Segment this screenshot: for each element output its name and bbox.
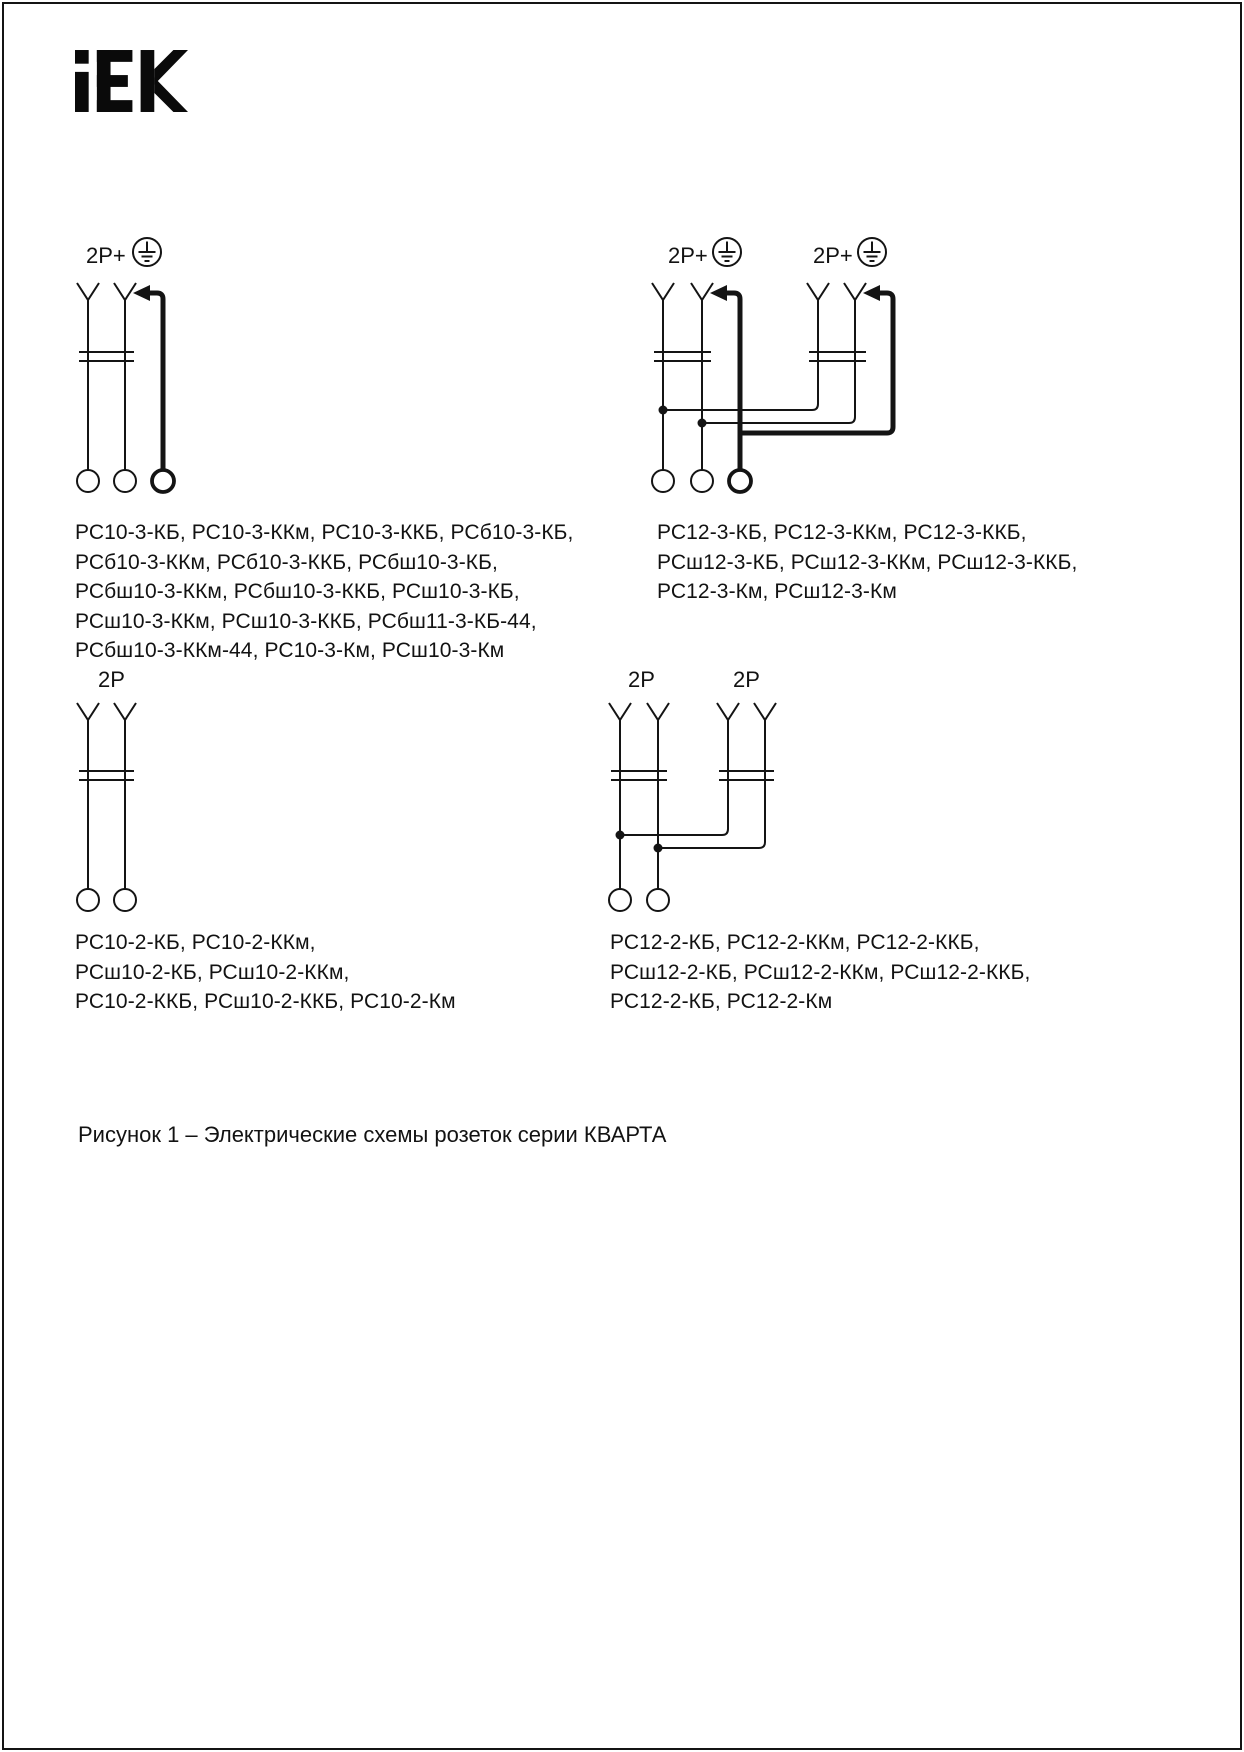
model-line: РСш12-2-КБ, РСш12-2-ККм, РСш12-2-ККБ, bbox=[610, 960, 1031, 984]
model-line: РСбш10-3-ККм-44, РС10-3-Км, РСш10-3-Км bbox=[75, 639, 505, 662]
terminal-circle bbox=[77, 889, 99, 911]
terminal-circle bbox=[609, 889, 631, 911]
model-list-double-grounded bbox=[657, 518, 1077, 607]
ground-icon bbox=[858, 238, 886, 266]
model-list-single-grounded bbox=[75, 518, 574, 666]
terminal-circle bbox=[77, 470, 99, 492]
fork-contact bbox=[807, 283, 829, 300]
terminal-circle bbox=[652, 470, 674, 492]
terminal-label: 2P bbox=[628, 667, 655, 692]
diagram-single-grounded bbox=[77, 238, 174, 492]
model-list-double bbox=[610, 928, 1030, 1017]
model-line: РСш10-2-КБ, РСш10-2-ККм, bbox=[75, 960, 350, 984]
fork-contact bbox=[717, 703, 739, 720]
terminal-circle bbox=[647, 889, 669, 911]
model-line: РС10-2-КБ, РС10-2-ККм, bbox=[75, 931, 316, 954]
pe-arrow-icon bbox=[133, 285, 150, 301]
fork-contact bbox=[114, 283, 136, 300]
terminal-circle bbox=[114, 889, 136, 911]
fork-contact bbox=[691, 283, 713, 300]
fork-contact bbox=[652, 283, 674, 300]
diagram-double bbox=[609, 667, 776, 911]
pe-arrow-icon bbox=[710, 285, 727, 301]
fork-contact bbox=[609, 703, 631, 720]
jumper-line bbox=[620, 720, 728, 835]
pe-arrow-icon bbox=[863, 285, 880, 301]
fork-contact bbox=[77, 703, 99, 720]
model-list-single bbox=[75, 928, 456, 1017]
junction-dot bbox=[659, 406, 668, 415]
junction-dot bbox=[616, 831, 625, 840]
fork-contact bbox=[754, 703, 776, 720]
model-line: РС12-2-КБ, РС12-2-Км bbox=[610, 990, 833, 1013]
model-line: РСбш10-3-ККм, РСбш10-3-ККБ, РСш10-3-КБ, bbox=[75, 580, 520, 603]
junction-dot bbox=[698, 419, 707, 428]
terminal-label: 2P bbox=[733, 667, 760, 692]
pe-jumper bbox=[740, 293, 893, 433]
model-line: РС10-2-ККБ, РСш10-2-ККБ, РС10-2-Км bbox=[75, 990, 456, 1013]
terminal-label: 2P+ bbox=[86, 243, 126, 268]
junction-dot bbox=[654, 844, 663, 853]
model-line: РС12-3-Км, РСш12-3-Км bbox=[657, 580, 897, 603]
model-line: РС12-2-КБ, РС12-2-ККм, РС12-2-ККБ, bbox=[610, 931, 980, 954]
pe-conductor bbox=[725, 293, 740, 470]
ground-terminal-circle bbox=[729, 470, 751, 492]
fork-contact bbox=[844, 283, 866, 300]
model-line: РС10-3-КБ, РС10-3-ККм, РС10-3-ККБ, РСб10-3-КБ, bbox=[75, 521, 574, 544]
figure-caption: Рисунок 1 – Электрические схемы розеток серии КВАРТА bbox=[78, 1122, 667, 1147]
model-line: РС12-3-КБ, РС12-3-ККм, РС12-3-ККБ, bbox=[657, 521, 1027, 544]
pe-conductor bbox=[148, 293, 163, 470]
model-line: РСб10-3-ККм, РСб10-3-ККБ, РСбш10-3-КБ, bbox=[75, 550, 498, 574]
fork-contact bbox=[647, 703, 669, 720]
terminal-label: 2P+ bbox=[668, 243, 708, 268]
ground-terminal-circle bbox=[152, 470, 174, 492]
model-line: РСш12-3-КБ, РСш12-3-ККм, РСш12-3-ККБ, bbox=[657, 550, 1078, 574]
terminal-label: 2P+ bbox=[813, 243, 853, 268]
fork-contact bbox=[114, 703, 136, 720]
terminal-circle bbox=[691, 470, 713, 492]
ground-icon bbox=[133, 238, 161, 266]
terminal-circle bbox=[114, 470, 136, 492]
model-line: РСш10-3-ККм, РСш10-3-ККБ, РСбш11-3-КБ-44, bbox=[75, 609, 537, 633]
fork-contact bbox=[77, 283, 99, 300]
terminal-label: 2P bbox=[98, 667, 125, 692]
diagram-single bbox=[77, 667, 136, 911]
ground-icon bbox=[713, 238, 741, 266]
diagram-double-grounded bbox=[652, 238, 893, 492]
jumper-line bbox=[658, 720, 765, 848]
